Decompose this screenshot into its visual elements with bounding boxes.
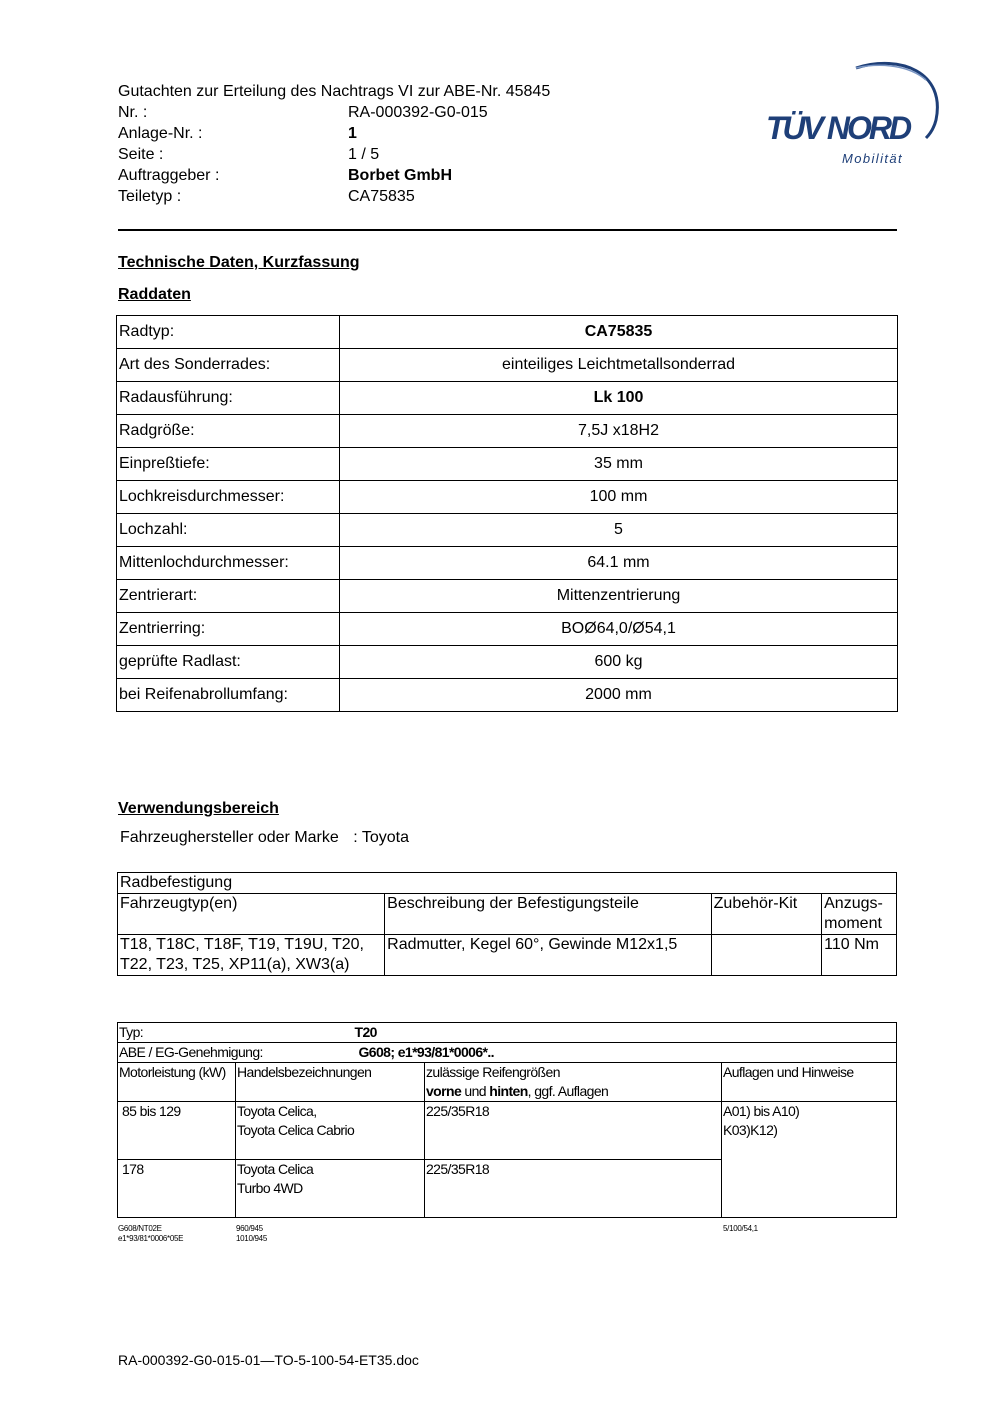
footnote-col1 xyxy=(118,1224,183,1244)
logo-subtitle: Mobilität xyxy=(842,151,904,166)
column-header: Auflagen und Hinweise xyxy=(722,1063,897,1102)
type-line xyxy=(118,1023,897,1043)
table-value: CA75835 xyxy=(340,316,898,349)
table-row xyxy=(117,646,898,679)
table-row xyxy=(117,316,898,349)
tire-size: 225/35R18 xyxy=(425,1160,722,1218)
trade-name: Turbo 4WD xyxy=(237,1180,303,1196)
table-header-row xyxy=(118,1063,897,1102)
document-filename: RA-000392-G0-015-01—TO-5-100-54-ET35.doc xyxy=(118,1352,419,1368)
accessory-kit xyxy=(711,935,821,976)
column-header-tires xyxy=(425,1063,722,1102)
column-header: Zubehör-Kit xyxy=(711,894,821,935)
table-row xyxy=(118,873,897,894)
table-key: Radgröße: xyxy=(117,415,340,448)
table-row xyxy=(117,415,898,448)
tightening-torque: 110 Nm xyxy=(822,935,897,976)
vehicle-type-table xyxy=(117,1022,897,1218)
table-row xyxy=(117,514,898,547)
table-value: BOØ64,0/Ø54,1 xyxy=(340,613,898,646)
manufacturer-separator: : xyxy=(353,829,358,846)
table-value: 5 xyxy=(340,514,898,547)
vehicle-types: T18, T18C, T18F, T19, T19U, T20, T22, T23, T25, XP11(a), XW3(a) xyxy=(118,935,385,976)
trade-names xyxy=(236,1102,425,1160)
radbefestigung-table xyxy=(117,872,897,976)
table-key: Mittenlochdurchmesser: xyxy=(117,547,340,580)
table-row xyxy=(118,935,897,976)
tires-and: und xyxy=(461,1083,490,1099)
tire-size: 225/35R18 xyxy=(425,1102,722,1160)
table-row xyxy=(117,481,898,514)
header-value: RA-000392-G0-015 xyxy=(348,104,488,121)
header-value: Borbet GmbH xyxy=(348,167,452,184)
table-key: Art des Sonderrades: xyxy=(117,349,340,382)
header-label: Nr. : xyxy=(118,104,148,121)
table-row xyxy=(118,1102,897,1160)
notes-line: K03)K12) xyxy=(723,1122,778,1138)
abe-line xyxy=(118,1043,897,1063)
header-label: Teiletyp : xyxy=(118,188,182,205)
trade-name: Toyota Celica, xyxy=(237,1103,317,1119)
table-row xyxy=(117,580,898,613)
header-divider xyxy=(118,229,897,231)
table-value: einteiliges Leichtmetallsonderrad xyxy=(340,349,898,382)
type-label: Typ: xyxy=(119,1024,144,1040)
document-title: Gutachten zur Erteilung des Nachtrags VI zur ABE-Nr. 45845 xyxy=(118,83,551,100)
footnote-line: e1*93/81*0006*05E xyxy=(118,1234,184,1243)
raddaten-table xyxy=(116,315,898,712)
table-row xyxy=(117,613,898,646)
column-header: Motorleistung (kW) xyxy=(118,1063,236,1102)
column-header: Beschreibung der Befestigungsteile xyxy=(385,894,711,935)
table-row xyxy=(118,1023,897,1043)
type-value: T20 xyxy=(354,1024,377,1040)
table-value: 2000 mm xyxy=(340,679,898,712)
table-value: 600 kg xyxy=(340,646,898,679)
trade-name: Toyota Celica Cabrio xyxy=(237,1122,355,1138)
table-key: Einpreßtiefe: xyxy=(117,448,340,481)
engine-power: 85 bis 129 xyxy=(118,1102,236,1160)
footnote-line: 960/945 xyxy=(236,1224,263,1233)
notes-line: A01) bis A10) xyxy=(723,1103,800,1119)
table-row xyxy=(117,547,898,580)
table-value: 100 mm xyxy=(340,481,898,514)
table-value: 64.1 mm xyxy=(340,547,898,580)
table-key: bei Reifenabrollumfang: xyxy=(117,679,340,712)
manufacturer-line xyxy=(120,829,409,847)
footnote-line: 1010/945 xyxy=(236,1234,267,1243)
engine-power: 178 xyxy=(118,1160,236,1218)
table-value: 35 mm xyxy=(340,448,898,481)
table-row xyxy=(117,349,898,382)
manufacturer-label: Fahrzeughersteller oder Marke xyxy=(120,829,339,846)
table-header-row xyxy=(118,894,897,935)
section-title-technische-daten: Technische Daten, Kurzfassung xyxy=(118,254,360,271)
header-value: 1 xyxy=(348,125,357,142)
table-key: geprüfte Radlast: xyxy=(117,646,340,679)
header-value: CA75835 xyxy=(348,188,415,205)
footnote-col2 xyxy=(236,1224,267,1244)
table-value: Lk 100 xyxy=(340,382,898,415)
table-key: Radausführung: xyxy=(117,382,340,415)
table-key: Zentrierart: xyxy=(117,580,340,613)
table-value: Mittenzentrierung xyxy=(340,580,898,613)
table-key: Lochzahl: xyxy=(117,514,340,547)
header-value: 1 / 5 xyxy=(348,146,380,163)
notes-cell xyxy=(722,1102,897,1218)
header-label: Seite : xyxy=(118,146,164,163)
tires-header-line2 xyxy=(426,1082,720,1101)
column-header: Handelsbezeichnungen xyxy=(236,1063,425,1102)
footnote-line: G608/NT02E xyxy=(118,1224,162,1233)
tires-front: vorne xyxy=(426,1083,462,1099)
table-key: Zentrierring: xyxy=(117,613,340,646)
table-value: 7,5J x18H2 xyxy=(340,415,898,448)
abe-value: G608; e1*93/81*0006*.. xyxy=(358,1044,494,1060)
table-row xyxy=(117,448,898,481)
abe-label: ABE / EG-Genehmigung: xyxy=(119,1044,263,1060)
header-label: Anlage-Nr. : xyxy=(118,125,203,142)
table-key: Lochkreisdurchmesser: xyxy=(117,481,340,514)
header-label: Auftraggeber : xyxy=(118,167,220,184)
table-title: Radbefestigung xyxy=(118,873,897,894)
tuv-nord-logo: TÜV NORD xyxy=(766,110,910,146)
trade-names xyxy=(236,1160,425,1218)
manufacturer-value: Toyota xyxy=(361,829,409,846)
column-header: Fahrzeugtyp(en) xyxy=(118,894,385,935)
footnote-col3: 5/100/54,1 xyxy=(723,1224,758,1233)
fastening-description: Radmutter, Kegel 60°, Gewinde M12x1,5 xyxy=(385,935,711,976)
tires-rest: , ggf. Auflagen xyxy=(527,1083,609,1099)
table-key: Radtyp: xyxy=(117,316,340,349)
table-row xyxy=(117,382,898,415)
column-header: Anzugs-moment xyxy=(822,894,897,935)
tires-rear: hinten xyxy=(489,1083,528,1099)
section-title-verwendungsbereich: Verwendungsbereich xyxy=(118,800,279,817)
table-row xyxy=(117,679,898,712)
trade-name: Toyota Celica xyxy=(237,1161,314,1177)
section-title-raddaten: Raddaten xyxy=(118,286,191,303)
tires-header-line1: zulässige Reifengrößen xyxy=(426,1064,560,1080)
table-row xyxy=(118,1043,897,1063)
